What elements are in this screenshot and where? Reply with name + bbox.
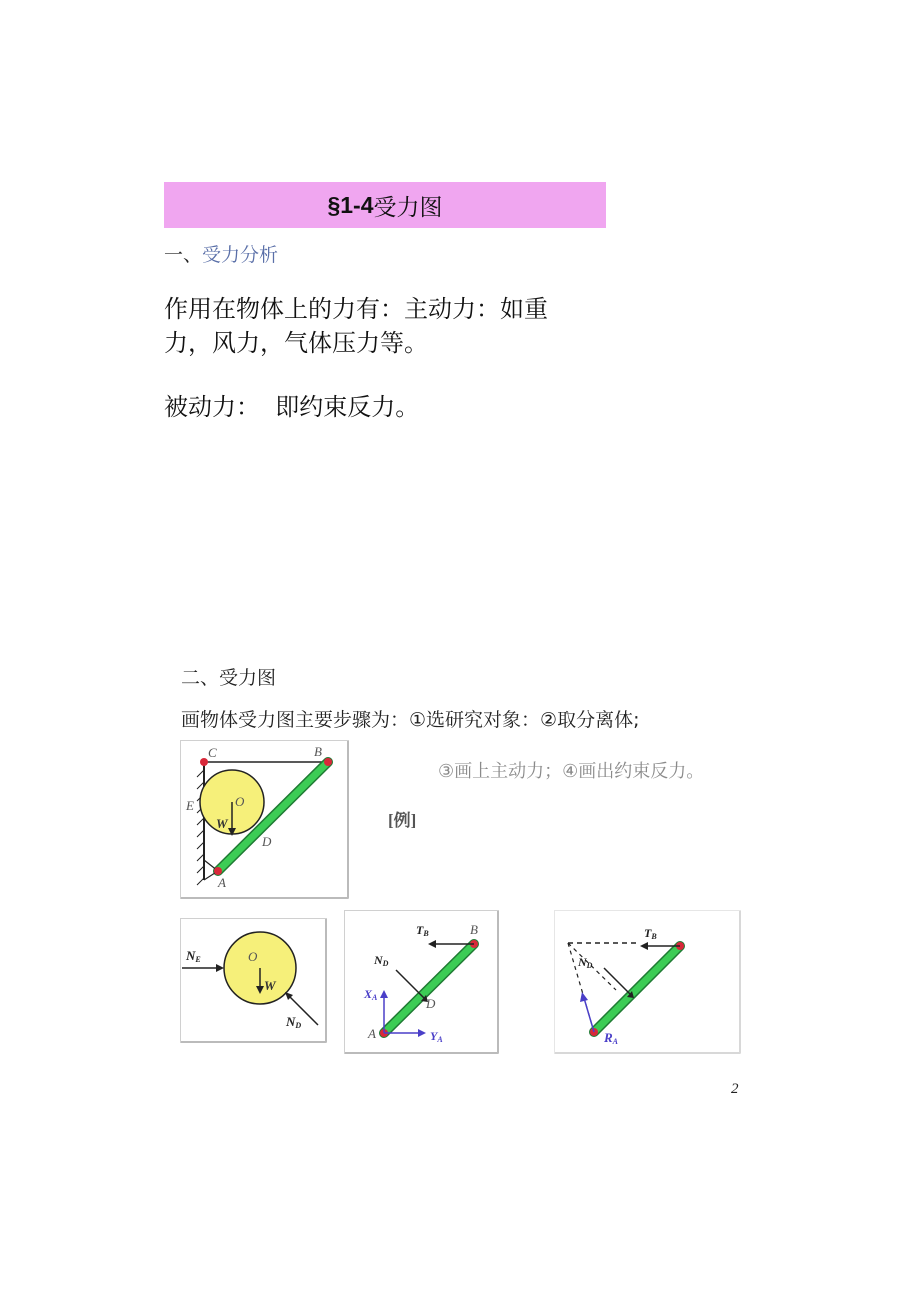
label-ball-o: O	[248, 949, 258, 964]
label-a: A	[218, 875, 226, 890]
label-three-nd: N	[578, 955, 587, 969]
figure-bar-free-body	[344, 910, 500, 1055]
section1-name: 受力分析	[202, 244, 279, 266]
label-ball-nd-sub: D	[295, 1021, 302, 1030]
label-three-tb: T	[644, 926, 652, 940]
label-bar-tb: T	[416, 923, 424, 937]
label-ne-sub: E	[195, 955, 201, 964]
paragraph-passive-forces: 被动力： 即约束反力。	[164, 393, 420, 421]
section2-heading	[181, 663, 276, 690]
label-bar-d: D	[426, 996, 436, 1011]
section1-prefix: 一、	[164, 244, 203, 266]
figure-main-system	[180, 740, 350, 900]
title-banner	[164, 182, 606, 228]
title-text: 受力图	[373, 194, 443, 221]
label-three-nd-sub: D	[586, 961, 593, 970]
label-d: D	[262, 834, 272, 849]
label-bar-a: A	[368, 1026, 376, 1041]
label-bar-ya: Y	[430, 1029, 438, 1043]
label-w: W	[216, 816, 228, 831]
title-number: §1-4	[327, 191, 374, 218]
label-c: C	[208, 745, 217, 760]
label-ball-nd: N	[286, 1014, 296, 1029]
label-three-tb-sub: B	[651, 932, 657, 941]
section1-heading	[164, 240, 278, 267]
label-ball-w: W	[264, 978, 276, 993]
label-bar-nd-sub: D	[382, 959, 389, 968]
label-o: O	[235, 794, 245, 809]
figure-three-force-body	[554, 910, 742, 1055]
label-ne: N	[186, 948, 196, 963]
label-bar-xa-sub: A	[372, 993, 378, 1002]
label-bar-ya-sub: A	[437, 1035, 443, 1044]
label-three-ra: R	[604, 1030, 613, 1045]
section2-name: 受力图	[219, 667, 277, 689]
steps-text-line2: ③画上主动力；④画出约束反力。	[438, 761, 705, 782]
section2-prefix: 二、	[181, 667, 220, 689]
paragraph-active-forces: 作用在物体上的力有：主动力：如重力，风力，气体压力等。	[164, 295, 548, 357]
figure-ball-free-body	[180, 918, 328, 1044]
label-bar-tb-sub: B	[423, 929, 429, 938]
example-label: [例]	[388, 811, 417, 830]
label-b: B	[314, 744, 322, 759]
label-bar-xa: X	[364, 987, 373, 1001]
label-three-ra-sub: A	[612, 1037, 619, 1046]
label-bar-b: B	[470, 922, 478, 937]
page-number: 2	[731, 1081, 739, 1097]
steps-text-line1: 画物体受力图主要步骤为：①选研究对象：②取分离体;	[181, 709, 640, 731]
label-e: E	[186, 798, 194, 813]
label-bar-nd: N	[374, 953, 383, 967]
